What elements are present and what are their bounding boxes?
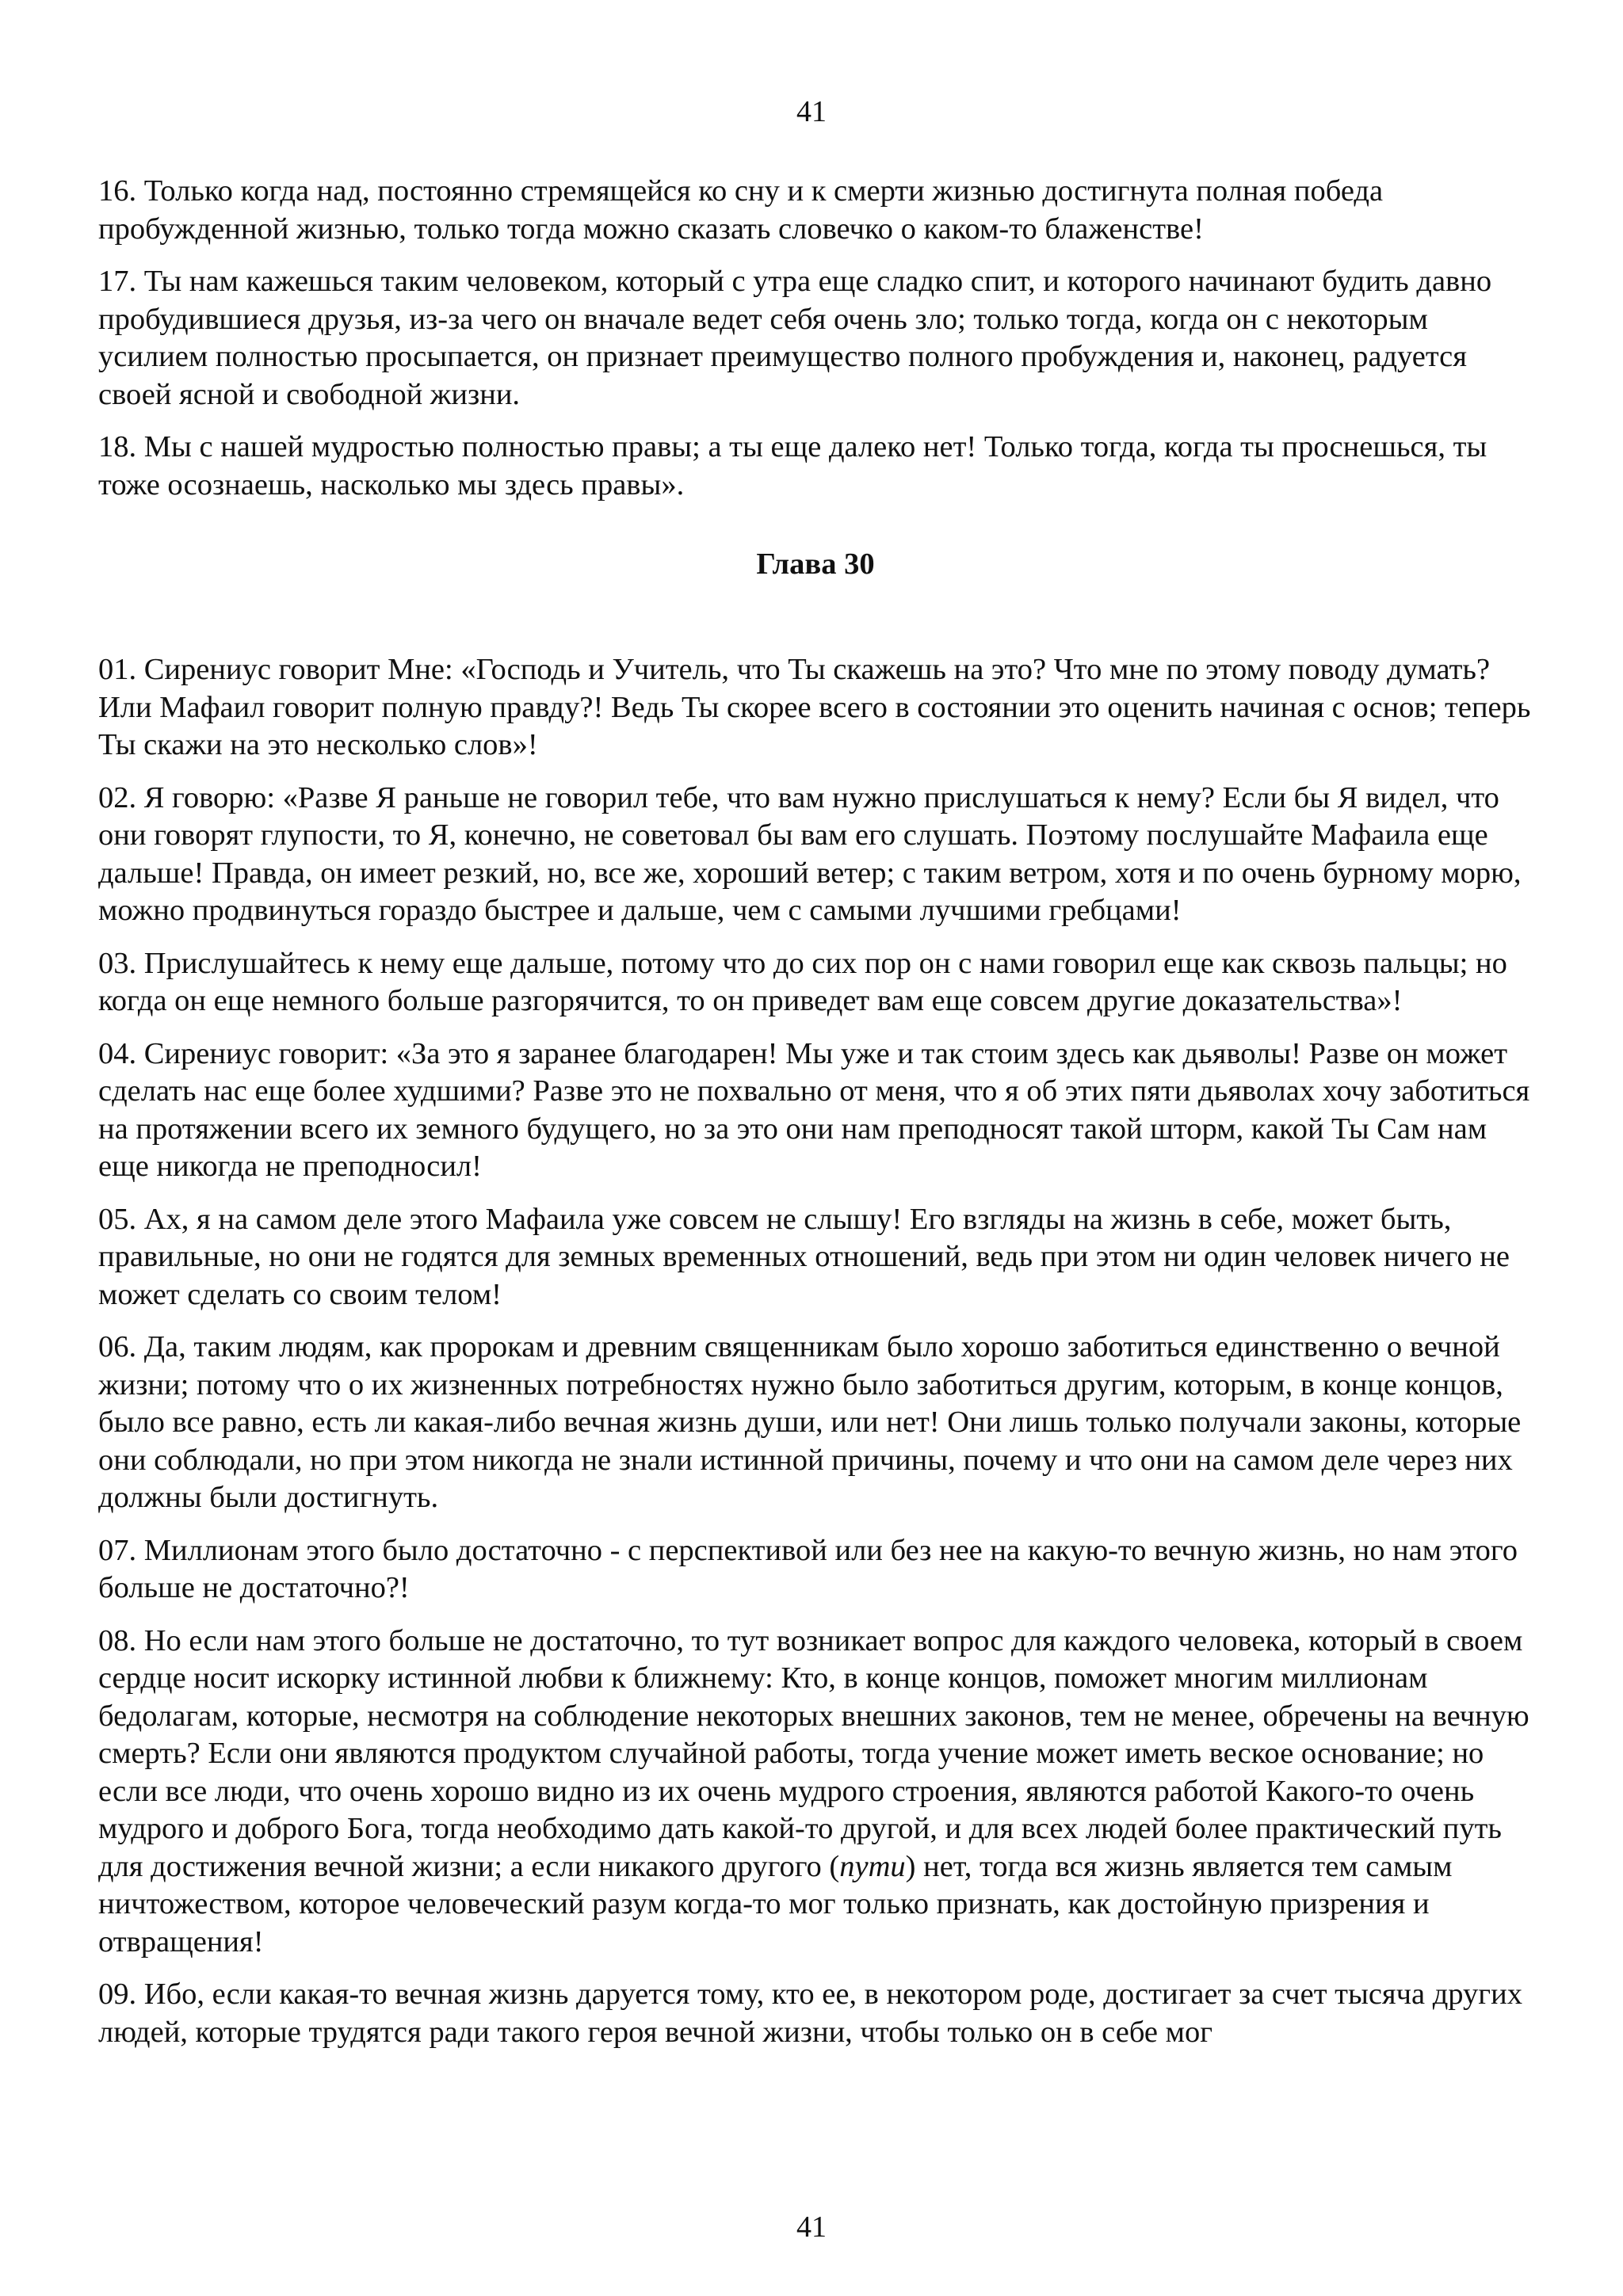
chapter-title: Глава 30 [756,547,875,581]
document-body [98,173,1533,2066]
page-number-bottom: 41 [796,2210,827,2244]
paragraph-17: 17. Ты нам кажешься таким человеком, который с утра еще сладко спит, и которого начинают будить давно пробудившиеся друзья, из-за чего он вначале ведет себя очень зло; только тогда, когда он с некоторым усилием полностью просыпается, он признает преимущество полного пробуждения и, наконец, радуется своей ясной и свободной жизни. [98,265,1492,411]
paragraph-08-text-start: 08. Но если нам этого больше не достаточно, то тут возникает вопрос для каждого человека, который в своем сердце носит искорку истинной любви к ближнему: Кто, в конце концов, поможет многим миллионам бедолагам, которые, несмотря на соблюдение некоторых внешних законов, тем не менее, обречены на вечную смерть? Если они являются продуктом случайной работы, тогда учение может иметь веское основание; но если все люди, что очень хорошо видно из их очень мудрого строения, являются работой Какого-то очень мудрого и доброго Бога, тогда необходимо дать какой-то другой, и для всех людей более практический путь для достижения вечной жизни; а если никакого другого ( [98,1623,1529,1883]
paragraph-03: 03. Прислушайтесь к нему еще дальше, потому что до сих пор он с нами говорил еще как сквозь пальцы; но когда он еще немного больше разгорячится, то он приведет вам еще совсем другие доказательства»! [98,946,1507,1017]
page-number-top: 41 [796,95,827,128]
paragraph-08 [98,1623,1533,1962]
paragraph-01: 01. Сирениус говорит Мне: «Господь и Учитель, что Ты скажешь на это? Что мне по этому поводу думать? Или Мафаил говорит полную правду?! Ведь Ты скорее всего в состоянии это оценить начиная с основ; теперь Ты скажи на это несколько слов»! [98,653,1531,761]
paragraph-18: 18. Мы с нашей мудростью полностью правы; а ты еще далеко нет! Только тогда, когда ты проснешься, ты тоже осознаешь, насколько мы здесь правы». [98,430,1487,502]
paragraph-06: 06. Да, таким людям, как пророкам и древним священникам было хорошо заботиться единственно о вечной жизни; потому что о их жизненных потребностях нужно было заботиться другим, которым, в конце концов, было все равно, есть ли какая-либо вечная жизнь души, или нет! Они лишь только получали законы, которые они соблюдали, но при этом никогда не знали истинной причины, почему и что они на самом деле через них должны были достигнуть. [98,1330,1522,1514]
paragraph-09: 09. Ибо, если какая-то вечная жизнь даруется тому, кто ее, в некотором роде, достигает за счет тысяча других людей, которые трудятся ради такого героя вечной жизни, чтобы только он в себе мог [98,1978,1522,2049]
paragraph-02: 02. Я говорю: «Разве Я раньше не говорил тебе, что вам нужно прислушаться к нему? Если бы Я видел, что они говорят глупости, то Я, конечно, не советовал бы вам его слушать. Поэтому послушайте Мафаила еще дальше! Правда, он имеет резкий, но, все же, хороший ветер; с таким ветром, хотя и по очень бурному морю, можно продвинуться гораздо быстрее и дальше, чем с самыми лучшими гребцами! [98,780,1522,927]
paragraph-05: 05. Ах, я на самом деле этого Мафаила уже совсем не слышу! Его взгляды на жизнь в себе, может быть, правильные, но они не годятся для земных временных отношений, ведь при этом ни один человек ничего не может сделать со своим телом! [98,1202,1510,1311]
paragraph-16: 16. Только когда над, постоянно стремящейся ко сну и к смерти жизнью достигнута полная победа пробужденной жизнью, только тогда можно сказать словечко о каком-то блаженстве! [98,174,1384,246]
paragraph-07: 07. Миллионам этого было достаточно - с перспективой или без нее на какую-то вечную жизнь, но нам этого больше не достаточно?! [98,1533,1518,1604]
paragraph-08-text-end: ) нет, тогда вся жизнь является тем самым ничтожеством, которое человеческий разум когда-то мог только признать, как достойную призрения и отвращения! [98,1849,1453,1958]
paragraph-04: 04. Сирениус говорит: «За это я заранее благодарен! Мы уже и так стоим здесь как дьяволы! Разве он может сделать нас еще более худшими? Разве это не похвально от меня, что я об этих пяти дьяволах хочу заботиться на протяжении всего их земного будущего, но за это они нам преподносят такой шторм, какой Ты Сам нам еще никогда не преподносил! [98,1036,1530,1183]
paragraph-08-italic-word: пути [839,1849,906,1883]
